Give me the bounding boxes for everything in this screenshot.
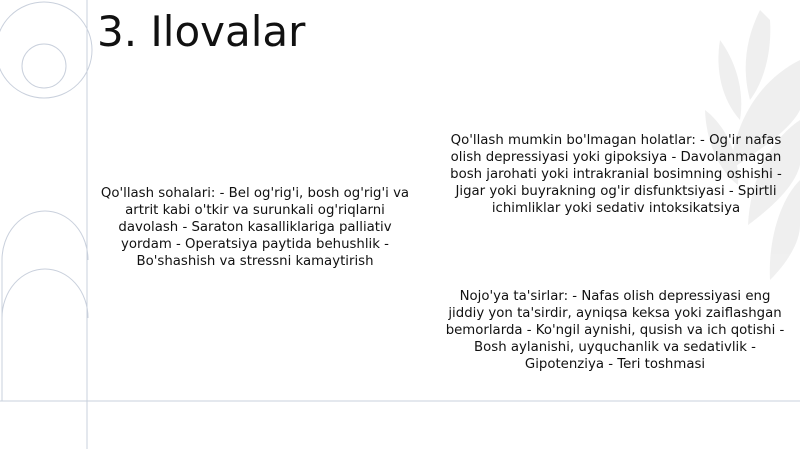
slide-title: 3. Ilovalar (97, 7, 306, 56)
usage-areas-text: Qo'llash sohalari: - Bel og'rig'i, bosh og'rig'i va artrit kabi o'tkir va surunkali og'riqlarni davolash - Saraton kasalliklariga palliativ yordam - Operatsiya paytida behushlik - Bo'shashish va stressni kamaytirish (100, 186, 410, 269)
deco-circle-small (22, 44, 66, 88)
contraindications-text: Qo'llash mumkin bo'lmagan holatlar: - Og'ir nafas olish depressiyasi yoki gipoksiya - Davolanmagan bosh jarohati yoki intrakranial bosimning oshishi - Jigar yoki buyrakning og'ir disfunktsiyasi - Spirtli ichimliklar yoki sedativ intoksikatsiya (450, 133, 782, 216)
deco-arch-upper (2, 211, 88, 260)
deco-circle-large (0, 2, 92, 98)
deco-arch-lower (2, 269, 88, 318)
side-effects-text: Nojo'ya ta'sirlar: - Nafas olish depressiyasi eng jiddiy yon ta'sirdir, ayniqsa keksa yoki zaiflashgan bemorlarda - Ko'ngil aynishi, qusish va ich qotishi - Bosh aylanishi, uyquchanlik va sedativlik - Gipotenziya - Teri toshmasi (445, 289, 785, 372)
